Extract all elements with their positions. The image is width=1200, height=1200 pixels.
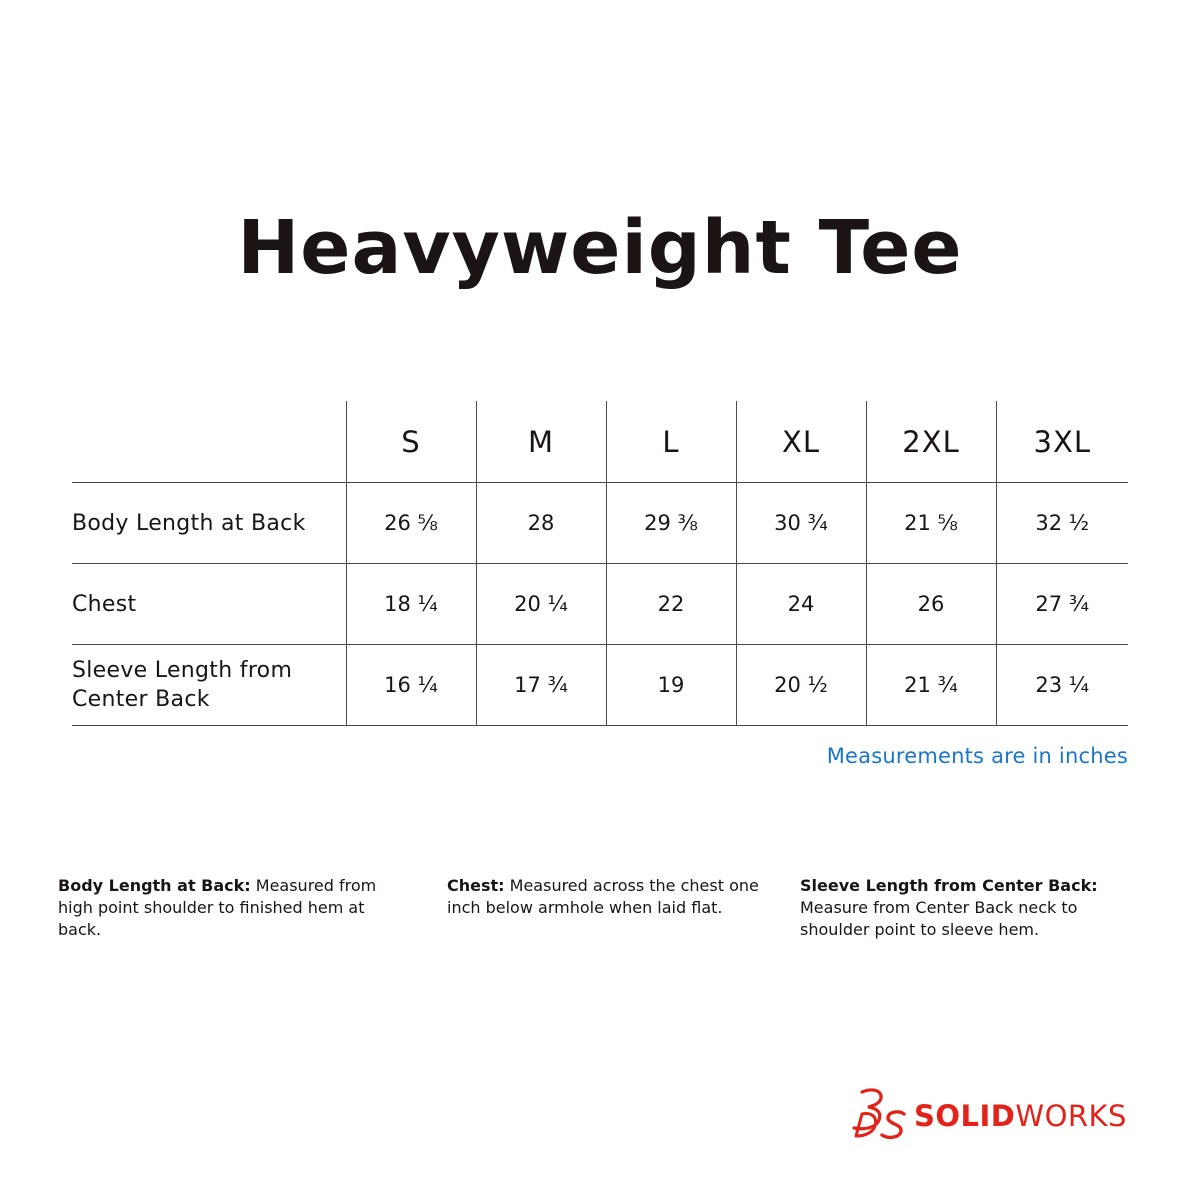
header-corner-cell (72, 401, 346, 483)
solidworks-logo (848, 1080, 1148, 1144)
note-text: Measure from Center Back neck to shoulder point to sleeve hem. (800, 898, 1078, 939)
page-title: Heavyweight Tee (237, 204, 963, 291)
3ds-logo-mark-icon (848, 1084, 908, 1144)
row-label-body-length: Body Length at Back (72, 483, 346, 564)
note-term: Sleeve Length from Center Back: (800, 876, 1098, 895)
units-note: Measurements are in inches (826, 744, 1128, 768)
note-body-length (58, 875, 408, 941)
size-header-s: S (346, 401, 476, 483)
note-term: Chest: (447, 876, 505, 895)
table-cell: 23 ¼ (996, 645, 1128, 726)
table-cell: 21 ¾ (866, 645, 996, 726)
table-cell: 32 ½ (996, 483, 1128, 564)
note-sleeve-length (800, 875, 1145, 941)
table-cell: 19 (606, 645, 736, 726)
size-header-3xl: 3XL (996, 401, 1128, 483)
table-cell: 17 ¾ (476, 645, 606, 726)
table-cell: 29 ⅜ (606, 483, 736, 564)
table-cell: 16 ¼ (346, 645, 476, 726)
size-header-l: L (606, 401, 736, 483)
table-cell: 21 ⅝ (866, 483, 996, 564)
logo-wordmark-bold: SOLID (914, 1099, 1016, 1133)
table-cell: 26 (866, 564, 996, 645)
note-chest (447, 875, 767, 919)
logo-wordmark (914, 1099, 1127, 1133)
size-header-m: M (476, 401, 606, 483)
note-term: Body Length at Back: (58, 876, 251, 895)
table-cell: 26 ⅝ (346, 483, 476, 564)
logo-wordmark-light: WORKS (1015, 1099, 1127, 1133)
note-text: Measured from high point shoulder to finished hem at back. (58, 876, 377, 939)
table-row (72, 645, 1128, 726)
row-label-chest: Chest (72, 564, 346, 645)
size-header-xl: XL (736, 401, 866, 483)
table-cell: 22 (606, 564, 736, 645)
size-header-row (72, 401, 1128, 483)
row-label-sleeve-length: Sleeve Length from Center Back (72, 645, 346, 726)
table-row (72, 564, 1128, 645)
note-text: Measured across the chest one inch below armhole when laid flat. (447, 876, 759, 917)
table-cell: 28 (476, 483, 606, 564)
table-cell: 24 (736, 564, 866, 645)
table-cell: 18 ¼ (346, 564, 476, 645)
table-cell: 27 ¾ (996, 564, 1128, 645)
table-row (72, 483, 1128, 564)
size-header-2xl: 2XL (866, 401, 996, 483)
table-cell: 20 ½ (736, 645, 866, 726)
table-cell: 30 ¾ (736, 483, 866, 564)
table-cell: 20 ¼ (476, 564, 606, 645)
size-chart-table (72, 401, 1128, 726)
